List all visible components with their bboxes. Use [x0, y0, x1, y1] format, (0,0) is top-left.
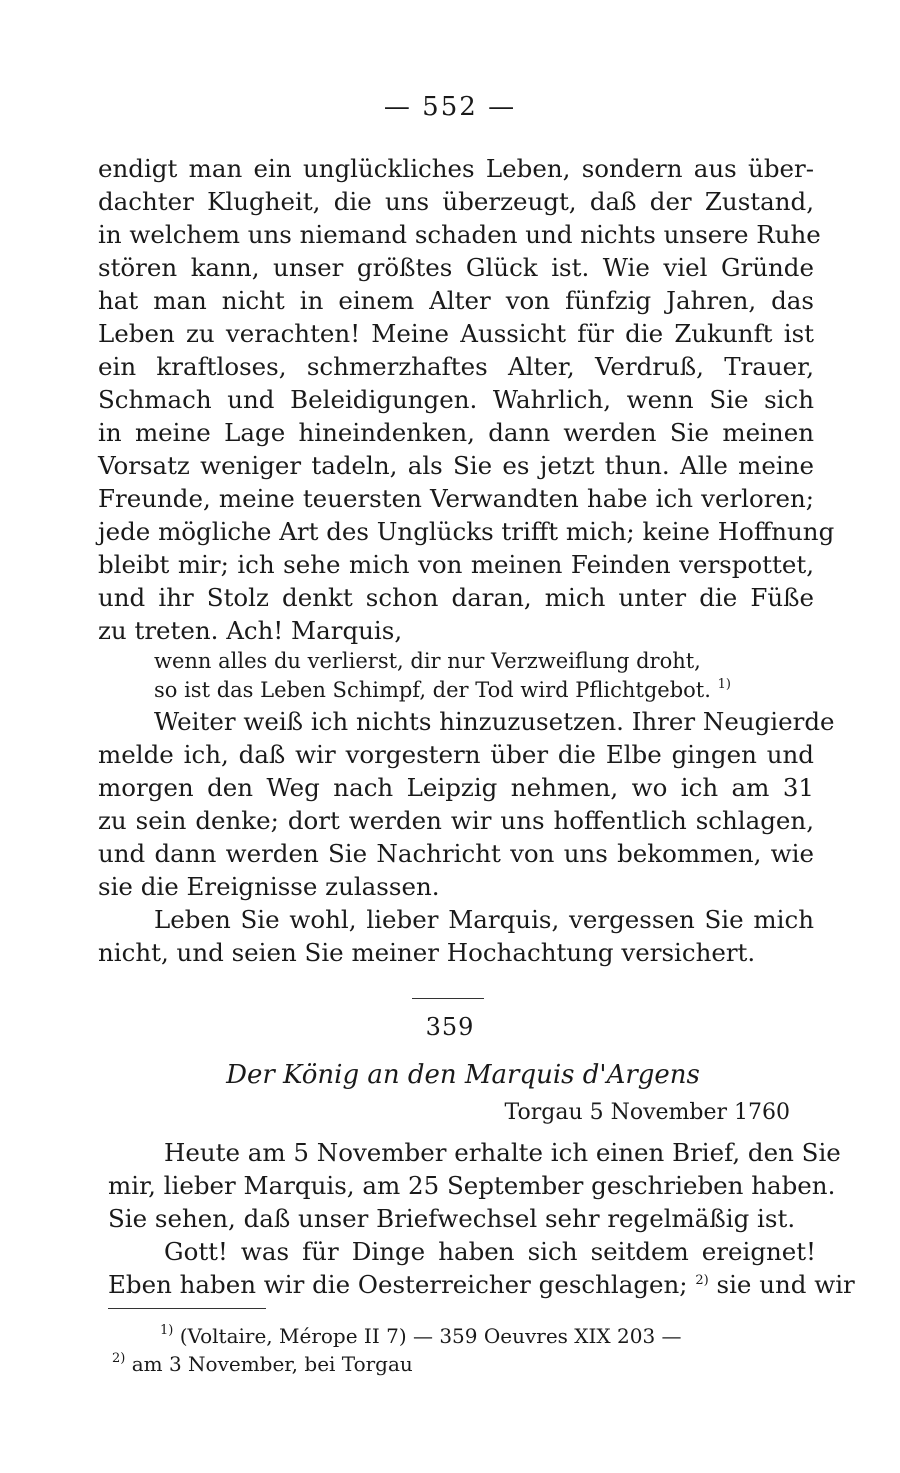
text-line: und dann werden Sie Nachricht von uns bekommen, wie: [98, 839, 814, 868]
text-line: Sie sehen, daß unser Briefwechsel sehr regelmäßig ist.: [108, 1204, 796, 1233]
footnotes: [112, 1322, 812, 1378]
footnote-marker: 1): [160, 1323, 174, 1338]
footnote-text: (Voltaire, Mérope II 7) — 359 Oeuvres XIX 203 —: [179, 1324, 682, 1348]
text-line: Weiter weiß ich nichts hinzuzusetzen. Ihrer Neugierde: [154, 707, 835, 736]
text-line: [108, 1268, 855, 1301]
page-number: — 552 —: [383, 92, 517, 122]
footnote-divider: [108, 1308, 266, 1309]
text-line: Heute am 5 November erhalte ich einen Brief, den Sie: [164, 1138, 841, 1167]
text-line: und ihr Stolz denkt schon daran, mich unter die Füße: [98, 583, 814, 612]
text-line: bleibt mir; ich sehe mich von meinen Feinden verspottet,: [98, 550, 814, 579]
text-line: stören kann, unser größtes Glück ist. Wie viel Gründe: [98, 253, 814, 282]
footnote-marker: 1): [717, 677, 731, 692]
verse-text: so ist das Leben Schimpf, der Tod wird Pflichtgebot.: [154, 678, 711, 702]
text-line: morgen den Weg nach Leipzig nehmen, wo ich am 31: [98, 773, 814, 802]
text-line: Leben zu verachten! Meine Aussicht für die Zukunft ist: [98, 319, 814, 348]
section-divider: [412, 998, 484, 999]
text-line: Schmach und Beleidigungen. Wahrlich, wenn Sie sich: [98, 385, 814, 414]
letter-date: Torgau 5 November 1760: [504, 1100, 790, 1125]
text-line: sie die Ereignisse zulassen.: [98, 872, 440, 901]
text-segment: Eben haben wir die Oesterreicher geschlagen;: [108, 1270, 688, 1299]
letter-continuation: [98, 152, 835, 969]
footnote: [112, 1322, 812, 1350]
text-line: zu treten. Ach! Marquis,: [98, 616, 403, 645]
footnote-marker: 2): [112, 1351, 126, 1366]
letter-number: 359: [425, 1013, 475, 1041]
text-line: ein kraftloses, schmerzhaftes Alter, Verdruß, Trauer,: [98, 352, 814, 381]
text-line: endigt man ein unglückliches Leben, sondern aus über-: [98, 154, 814, 183]
footnote: [112, 1350, 812, 1378]
letter-body: [108, 1136, 855, 1301]
text-line: in welchem uns niemand schaden und nichts unsere Ruhe: [98, 220, 821, 249]
footnote-text: am 3 November, bei Torgau: [131, 1352, 413, 1376]
text-line: melde ich, daß wir vorgestern über die Elbe gingen und: [98, 740, 814, 769]
text-line: Freunde, meine teuersten Verwandten habe ich verloren;: [98, 484, 814, 513]
text-line: Gott! was für Dinge haben sich seitdem ereignet!: [164, 1237, 816, 1266]
letter-title: Der König an den Marquis d'Argens: [226, 1060, 700, 1090]
verse-line: wenn alles du verlierst, dir nur Verzweiflung droht,: [154, 649, 701, 673]
text-segment: sie und wir: [716, 1270, 855, 1299]
text-line: jede mögliche Art des Unglücks trifft mich; keine Hoffnung: [98, 517, 835, 546]
text-line: Leben Sie wohl, lieber Marquis, vergessen Sie mich: [154, 905, 814, 934]
text-line: hat man nicht in einem Alter von fünfzig Jahren, das: [98, 286, 814, 315]
text-line: zu sein denke; dort werden wir uns hoffentlich schlagen,: [98, 806, 814, 835]
text-line: nicht, und seien Sie meiner Hochachtung versichert.: [98, 938, 756, 967]
text-line: Vorsatz weniger tadeln, als Sie es jetzt thun. Alle meine: [98, 451, 814, 480]
text-line: in meine Lage hineindenken, dann werden Sie meinen: [98, 418, 814, 447]
text-line: mir, lieber Marquis, am 25 September geschrieben haben.: [108, 1171, 836, 1200]
text-line: dachter Klugheit, die uns überzeugt, daß der Zustand,: [98, 187, 814, 216]
footnote-marker: 2): [695, 1273, 709, 1288]
verse-line: [98, 676, 814, 705]
